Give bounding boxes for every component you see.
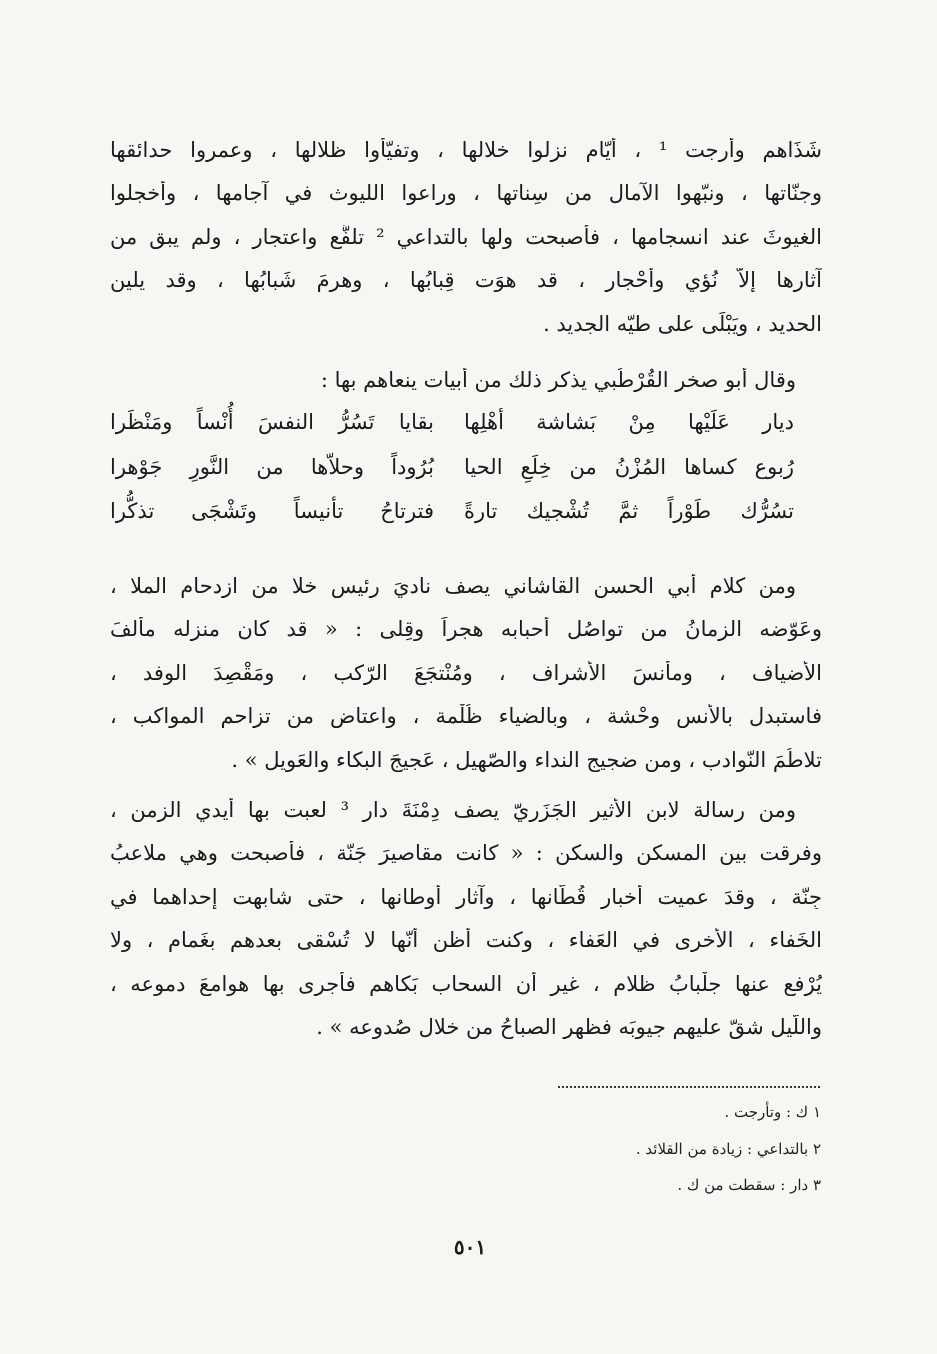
body-line: جِنّة ، وقدَ عميت أخبار قُطّانها ، وآثار أوطانها ، حتى شابهت إحداهما في: [110, 885, 822, 909]
body-line: وجنّاتها ، ونبّهوا الآمال من سِناتها ، وراعوا الليوث في آجامها ، وأخجلوا: [110, 181, 822, 205]
body-line: الأضياف ، ومأنسَ الأشراف ، ومُنْتجَعَ الرّكب ، ومَقْصِدَ الوفد ،: [110, 661, 822, 685]
body-line: الحديد ، ويَبْلَى على طيّه الجديد .: [543, 312, 822, 336]
verse-first-hemistich: تسُرُّك طَوْراً ثمَّ تُشْجيك تارةً: [464, 499, 794, 523]
verse-first-hemistich: رُبوع كساها المُزْنُ من خِلَعِ الحيا: [464, 455, 794, 479]
verse-second-hemistich: فترتاحُ تأنيساً وتَشْجَى تذكُّرا: [110, 499, 434, 523]
body-line: الخَفاء ، الأخرى في العَفاء ، وكنت أظن أنّها لا تُسْقى بعدهم بغَمام ، ولا: [110, 928, 822, 952]
footnote: ١ ك : وتأرجت .: [724, 1103, 821, 1121]
body-line: ومن كلام أبي الحسن القاشاني يصف ناديَ رئيسٍ خلا من ازدحام الملا ،: [110, 574, 796, 598]
verse-second-hemistich: بُرُوداً وحلاّها من النَّورِ جَوْهرا: [110, 455, 434, 479]
body-line: وفرقت بين المسكن والسكن : « كانت مقاصيرَ جَنّة ، فأصبحت وهي ملاعبُ: [110, 841, 822, 865]
body-line: فاستبدل بالأنس وحْشة ، وبالضياء ظُلْمة ، واعتاض من تزاحم المواكب ،: [110, 704, 822, 728]
poem-block: [110, 410, 822, 550]
body-line: وعَوّضه الزمانُ من تواصُل أحبابه هجراً وقِلى : « قد كان منزله مألفَ: [110, 617, 822, 641]
body-line: يُرْفع عنها جلْبابُ ظلام ، غير أن السحاب بَكاهم فأجرى بها هوامعَ دموعه ،: [110, 972, 822, 996]
verse-second-hemistich: بقايا تَسُرُّ النفسَ أُنْساً ومَنْظَرا: [110, 410, 434, 434]
verse-first-hemistich: ديار عَلَيْها مِنْ بَشاشة أهْلِها: [464, 410, 794, 434]
footnote-separator: [558, 1086, 820, 1088]
body-line: ومن رسالة لابن الأثير الجَزَريّ يصف دِمْنَةَ دارٍ ³ لعبت بها أيدي الزمن ،: [110, 798, 796, 822]
page-number: ٥٠١: [453, 1235, 487, 1259]
body-line: واللّيل شقّ عليهم جيوبَه فظهر الصباحُ من خلال صُدوعه » .: [316, 1015, 822, 1039]
body-line: الغيوثَ عند انسجامها ، فأصبحت ولها بالتداعي ² تلفُّع واعتجار ، ولم يبق من: [110, 225, 822, 249]
body-line: وقال أبو صخر القُرْطُبي يذكر ذلك من أبيات ينعاهم بها :: [320, 368, 796, 392]
body-line: شَذَاهم وأرجت ¹ ، أيّام نزلوا خلالها ، وتفيّأوا ظلالها ، وعمروا حدائقها: [110, 138, 822, 162]
footnote: ٣ دار : سقطت من ك .: [677, 1176, 821, 1194]
body-line: آثارها إلاّ نُؤي وأحْجار ، قد هوَت قِبابُها ، وهرِمَ شَبابُها ، وقد يلين: [110, 268, 822, 292]
footnote: ٢ بالتداعي : زيادة من القلائد .: [635, 1140, 821, 1158]
body-line: تلاطُمَ النّوادب ، ومن ضجيج النداء والصّهيل ، عَجيجَ البكاء والعَويل » .: [231, 748, 822, 772]
